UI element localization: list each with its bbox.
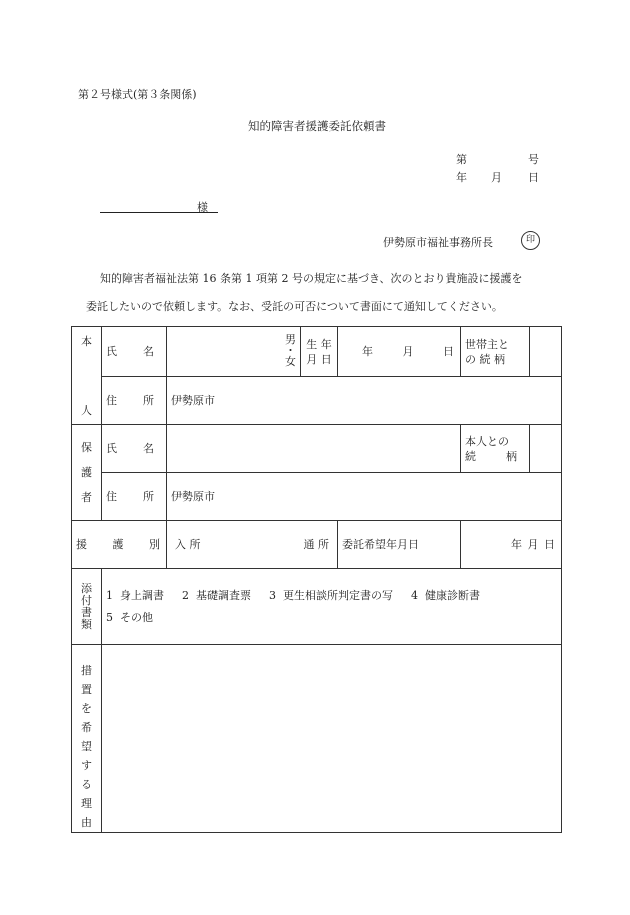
body-text-line-1: 知的障害者福祉法第 16 条第 1 項第 2 号の規定に基づき、次のとおり貴施設に援護を	[100, 272, 523, 285]
doc-number-suffix: 号	[528, 153, 539, 166]
guardian-relation-field[interactable]	[530, 425, 562, 473]
person-address-label: 住 所	[102, 377, 167, 425]
request-form-table	[71, 326, 562, 833]
guardian-name-field[interactable]	[167, 425, 461, 473]
guardian-relation-label: 本人との 続 柄	[461, 425, 530, 473]
addressee-line	[100, 212, 218, 213]
gender-selector[interactable]: 男 ・ 女	[285, 333, 296, 368]
form-number: 第２号様式(第３条関係)	[78, 88, 197, 101]
seal-icon: 印	[521, 231, 540, 250]
sender: 伊勢原市福祉事務所長	[383, 236, 493, 249]
document-title: 知的障害者援護委託依頼書	[248, 119, 386, 133]
body-text-line-2: 委託したいので依頼します。なお、受託の可否について書面にて通知してください。	[86, 300, 503, 313]
person-section-label: 本 人	[72, 327, 102, 425]
attachment-item[interactable]: 2 基礎調査票	[182, 588, 251, 602]
attachment-item[interactable]: 3 更生相談所判定書の写	[269, 588, 393, 602]
care-type-options[interactable]	[167, 521, 338, 569]
care-type-label: 援 護 別	[72, 521, 167, 569]
care-type-commute[interactable]: 通 所	[303, 538, 329, 551]
desired-date-label: 委託希望年月日	[338, 521, 461, 569]
reason-field[interactable]	[102, 645, 562, 833]
person-name-label: 氏 名	[102, 327, 167, 377]
issue-date-month: 月	[491, 171, 502, 184]
person-name-field[interactable]	[167, 327, 301, 377]
issue-date-year: 年	[456, 171, 467, 184]
guardian-address-label: 住 所	[102, 473, 167, 521]
birthdate-label: 生 年 月 日	[301, 327, 338, 377]
relation-label: 世帯主と の 続 柄	[461, 327, 530, 377]
attachment-item[interactable]: 1 身上調書	[106, 588, 164, 602]
guardian-address-field[interactable]: 伊勢原市	[167, 473, 562, 521]
addressee-suffix: 様	[197, 201, 208, 214]
guardian-name-label: 氏 名	[102, 425, 167, 473]
birthdate-field[interactable]: 年 月 日	[338, 327, 461, 377]
care-type-in[interactable]: 入 所	[175, 538, 201, 551]
attachments-label: 添 付 書 類	[72, 569, 102, 645]
attachment-item[interactable]: 5 その他	[106, 610, 153, 624]
desired-date-field[interactable]: 年 月 日	[461, 521, 562, 569]
attachments-list	[102, 569, 562, 645]
person-address-field[interactable]: 伊勢原市	[167, 377, 562, 425]
attachment-item[interactable]: 4 健康診断書	[411, 588, 480, 602]
doc-number-prefix: 第	[456, 153, 467, 166]
relation-field[interactable]	[530, 327, 562, 377]
issue-date-day: 日	[528, 171, 539, 184]
reason-label: 措 置 を 希 望 す る 理 由	[72, 645, 102, 833]
guardian-section-label: 保 護 者	[72, 425, 102, 521]
